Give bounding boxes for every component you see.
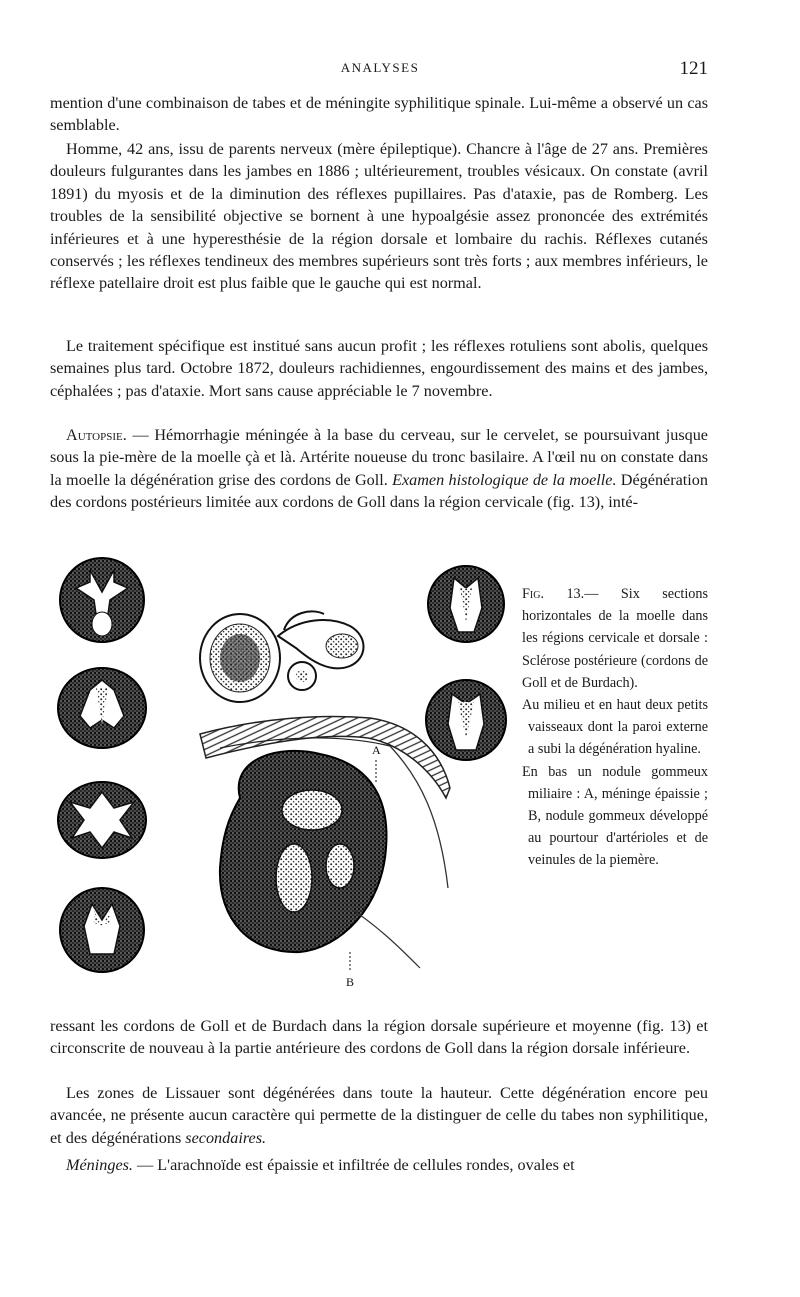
paragraph-case-history: Homme, 42 ans, issu de parents nerveux (mère épileptique). Chancre à l'âge de 27 ans. Premières douleurs fulgurantes dans les jambes en 1886 ; ultérieurement, troubles vésicaux. On constate (avril 1891) du myosis et de la diminution des réflexes pupillaires. Pas d'ataxie, pas de Romberg. Les troubles de la sensibilité objective se bornent à une hypoalgésie assez prononcée des extrémités inférieures et à une hyperesthésie de la région dorsale et lombaire du rachis. Réflexes cutanés conservés ; les réflexes tendineux des membres supérieurs sont très forts ; aux membres inférieurs, le réflexe patellaire droit est plus faible que le gauche qui est normal. [50,140,708,293]
paragraph-treatment: Le traitement spécifique est institué sans aucun profit ; les réflexes rotuliens sont abolis, quelques semaines plus tard. Octobre 1872, douleurs rachidiennes, engourdissement des mains et des jambes, céphalées ; pas d'ataxie. Mort sans cause appréciable le 7 novembre. [50,337,708,400]
autopsy-tail: Dégénération des cordons postérieurs limitée aux cordons de Goll dans la région cervicale (fig. 13), inté- [50,470,708,512]
figure-caption [522,583,708,872]
page-number: 121 [679,58,708,79]
page-header [50,58,710,82]
lissauer-italic: secondaires. [185,1128,267,1147]
autopsy-text: — Hémorrhagie méningée à la base du cerveau, sur le cervelet, se poursuivant jusque sous la pie-mère de la moelle çà et là. Artérite noueuse du tronc basilaire. A l'œil nu on constate dans la moelle la dégénération grise des cordons de Goll. [50,426,708,489]
cord-section-1 [60,558,144,642]
autopsy-label: Autopsie. [66,426,127,444]
label-a: A [372,743,381,757]
caption-part-2: Au milieu et en haut deux petits vaisseaux dont la paroi externe a subi la dégénération hyaline. [522,697,708,758]
figure-13-illustration [50,548,510,998]
paragraph-intro: mention d'une combinaison de tabes et de méningite syphilitique spinale. Lui-même a observé un cas semblable. [50,94,708,135]
label-a-marker [372,743,381,784]
caption-label: Fig. 13. [522,586,585,602]
label-b-marker [346,952,354,989]
caption-part-1 [522,583,708,694]
label-b: B [346,975,355,989]
lissauer-text: Les zones de Lissauer sont dégénérées dans toute la hauteur. Cette dégénération encore peu avancée, ne présente aucun caractère qui permette de la distinguer de celle du tabes non syphilitique, et des dégénérations [50,1084,708,1147]
paragraph-meninges [50,1154,708,1176]
caption-part-3: En bas un nodule gommeux miliaire : A, méninge épaissie ; B, nodule gommeux développé au pourtour d'artérioles et de veinules de la piemère. [522,763,708,869]
gummatous-nodule [220,751,420,968]
cord-section-5 [428,566,504,642]
paragraph-lissauer [50,1082,708,1149]
cord-section-4 [60,888,144,972]
cord-section-3 [58,782,146,858]
running-head: ANALYSES [340,60,420,75]
cord-section-6 [426,680,506,760]
hyaline-vessels [200,611,364,702]
cord-section-2 [58,668,146,748]
paragraph-autopsy [50,424,708,514]
meninges-label: Méninges. [66,1156,133,1174]
caption-1-text: — Six sections horizontales de la moelle dans les régions cervicale et dorsale : Sclérose postérieure (cordons de Goll et de Burdach). [522,586,708,691]
meninges-text: — L'arachnoïde est épaissie et infiltrée de cellules rondes, ovales et [132,1156,575,1174]
autopsy-italic: Examen histologique de la moelle. [392,470,617,489]
paragraph-continuation: ressant les cordons de Goll et de Burdach dans la région dorsale supérieure et moyenne (fig. 13) et circonscrite de nouveau à la partie antérieure des cordons de Goll dans la région dorsale inférieure. [50,1017,708,1058]
